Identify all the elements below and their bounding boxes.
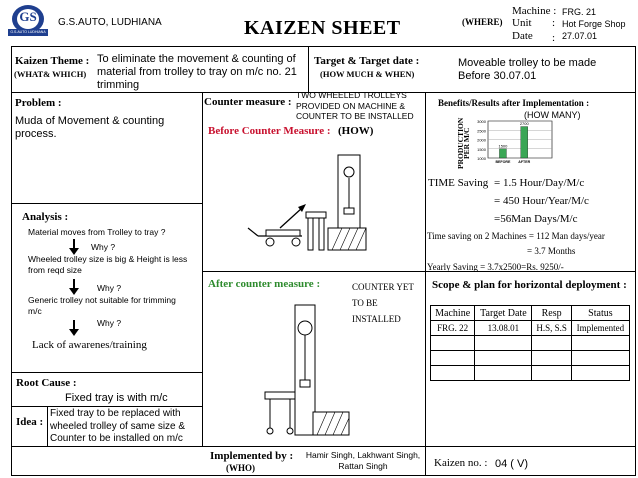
target-text: Moveable trolley to be made Before 30.07.01: [458, 57, 597, 82]
analysis-label: Analysis :: [22, 211, 69, 223]
unit-label: Unit: [512, 17, 532, 29]
analysis-why-3: Why ?: [97, 318, 122, 328]
after-note: COUNTER YET TO BE INSTALLED: [352, 282, 414, 324]
who-label: (WHO): [226, 463, 255, 473]
before-label: Before Counter Measure :: [208, 125, 331, 137]
row-divider-footer: [202, 446, 636, 447]
row-divider-root: [11, 372, 202, 373]
unit-colon: :: [552, 17, 556, 29]
analysis-why-2: Why ?: [97, 283, 122, 293]
table-row: [431, 336, 630, 351]
chart-ytick-label: 1000: [477, 156, 486, 161]
deploy-cell-machine: FRG. 22: [431, 321, 475, 336]
chart-category-label: BEFORE: [495, 160, 511, 164]
col-divider-footer: [425, 446, 426, 476]
where-label: (WHERE): [462, 17, 503, 27]
arrow-down-icon: [73, 279, 75, 289]
deploy-cell-target-date: 13.08.01: [475, 321, 532, 336]
col-divider-problem: [202, 92, 203, 446]
counter-text: TWO WHEELED TROLLEYS PROVIDED ON MACHINE & COUNTER TO BE INSTALLED: [296, 90, 414, 121]
logo-ring-text: G.S.AUTO LUDHIANA: [10, 30, 46, 34]
problem-text: Muda of Movement & counting process.: [15, 115, 165, 140]
benefits-how-many: (HOW MANY): [524, 110, 581, 120]
theme-text: To eliminate the movement & counting of material from trolley to tray on m/c no. 21 trimming: [97, 53, 297, 91]
col-divider-benefits: [425, 92, 426, 446]
arrow-down-icon: [73, 239, 75, 249]
theme-label: Kaizen Theme :: [15, 55, 90, 67]
chart-category-label: AFTER: [518, 160, 531, 164]
deploy-table: [430, 305, 630, 381]
logo-text: GS: [19, 9, 37, 24]
how-label: (HOW): [338, 125, 374, 137]
chart-ytick-label: 2500: [477, 128, 486, 134]
analysis-a2: Generic trolley not suitable for trimming m/c: [28, 295, 176, 316]
benefit-line-2: = 450 Hour/Year/M/c: [494, 195, 589, 207]
deploy-header-resp: Resp: [532, 306, 571, 321]
row-divider-idea: [11, 406, 202, 407]
col-divider-theme: [308, 46, 309, 92]
chart-bar: [521, 127, 528, 158]
benefit-line-6: Yearly Saving = 3.7x2500=Rs. 9250/-: [427, 262, 564, 272]
table-row: [431, 351, 630, 366]
chart-bar: [499, 149, 506, 158]
benefit-line-3: =56Man Days/M/c: [494, 213, 578, 225]
chart-ytick-label: 1500: [477, 146, 486, 152]
production-chart: [470, 118, 560, 168]
analysis-a3: Lack of awarenes/training: [32, 339, 147, 351]
table-row: [431, 321, 630, 336]
unit-value: Hot Forge Shop: [562, 19, 626, 29]
root-cause-text: Fixed tray is with m/c: [65, 392, 168, 404]
chart-data-label: 1500: [498, 143, 508, 149]
before-sketch: [240, 150, 385, 255]
idea-label: Idea :: [16, 416, 44, 428]
deploy-header-status: Status: [571, 306, 629, 321]
after-label: After counter measure :: [208, 278, 321, 290]
benefit-line-5: = 3.7 Months: [527, 246, 576, 256]
analysis-why-1: Why ?: [91, 242, 116, 252]
machine-value: FRG. 21: [562, 7, 597, 17]
table-row: [431, 366, 630, 381]
implemented-names: Hamir Singh, Lakhwant Singh, Rattan Singh: [305, 450, 421, 471]
date-label: Date: [512, 30, 533, 42]
counter-label: Counter measure :: [204, 96, 292, 108]
deploy-header-machine: Machine: [431, 306, 475, 321]
machine-label: Machine :: [512, 5, 557, 17]
idea-text: Fixed tray to be replaced with wheeled trolley of same size & Counter to be installed on m/c: [50, 408, 186, 444]
row-divider-after: [202, 271, 636, 272]
analysis-q1: Material moves from Trolley to tray ?: [28, 227, 166, 237]
row-divider-analysis: [11, 203, 202, 204]
chart-ylabel: PRODUCTION PER M/C: [456, 117, 471, 169]
production-chart-svg: [470, 118, 560, 168]
root-cause-label: Root Cause :: [16, 377, 77, 389]
chart-ytick-label: 3000: [477, 119, 486, 124]
row-divider-footer-left: [11, 446, 202, 447]
kaizen-no-value: 04 ( V): [495, 458, 529, 470]
deploy-label: Scope & plan for horizontal deployment :: [432, 279, 627, 291]
chart-ytick-label: 2000: [477, 137, 486, 143]
benefits-label: Benefits/Results after Implementation :: [438, 98, 590, 108]
deploy-cell-resp: H.S, S.S: [532, 321, 571, 336]
after-sketch: [255, 300, 355, 440]
deploy-header-row: [431, 306, 630, 321]
company-name: G.S.AUTO, LUDHIANA: [58, 17, 162, 28]
theme-sublabel: (WHAT& WHICH): [14, 69, 87, 79]
problem-label: Problem :: [15, 97, 62, 109]
idea-label-divider: [47, 406, 48, 446]
chart-data-label: 2700: [519, 121, 529, 127]
deploy-header-target-date: Target Date: [475, 306, 532, 321]
time-saving-label: TIME Saving: [428, 177, 489, 189]
date-value: 27.07.01: [562, 31, 598, 41]
kaizen-no-label: Kaizen no. :: [434, 457, 488, 469]
target-label: Target & Target date :: [314, 55, 420, 67]
page-title: KAIZEN SHEET: [244, 17, 401, 39]
benefit-line-1: = 1.5 Hour/Day/M/c: [494, 177, 585, 189]
deploy-cell-status: Implemented: [571, 321, 629, 336]
arrow-down-icon: [73, 320, 75, 330]
target-sublabel: (HOW MUCH & WHEN): [320, 69, 415, 79]
company-logo: [6, 4, 50, 38]
analysis-a1: Wheeled trolley size is big & Height is less from reqd size: [28, 254, 188, 275]
benefit-line-4: Time saving on 2 Machines = 112 Man days/year: [427, 231, 605, 241]
date-colon: :: [552, 32, 556, 44]
implemented-label: Implemented by :: [210, 450, 294, 462]
